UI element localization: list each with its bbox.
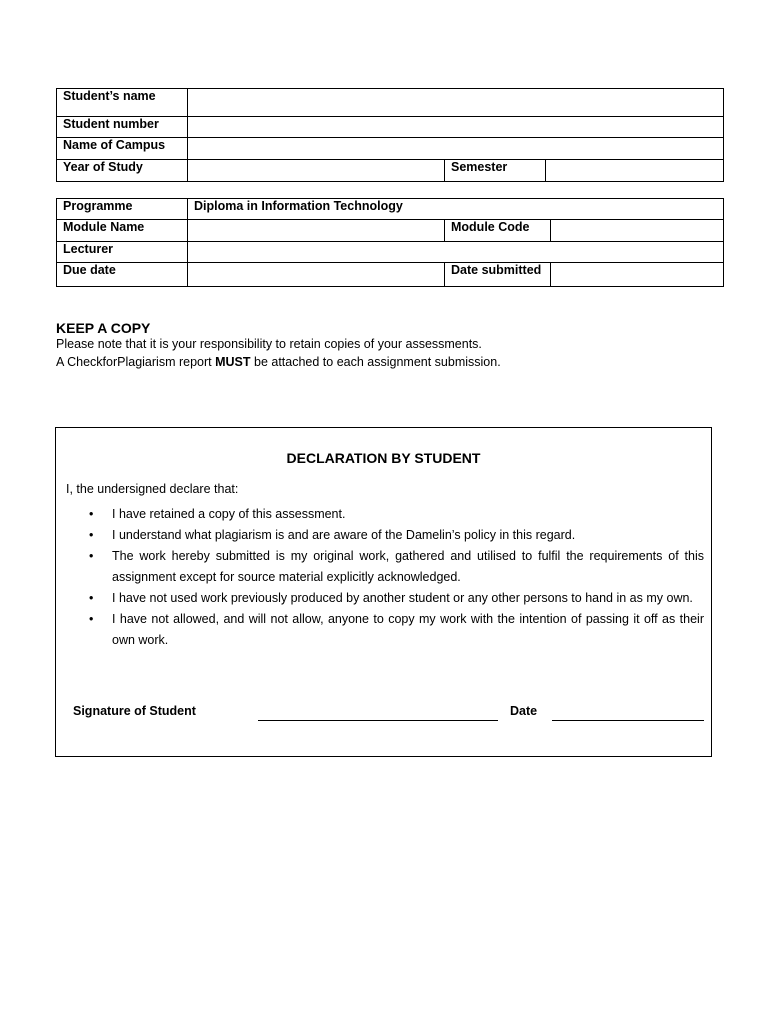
lecturer-label: Lecturer xyxy=(57,242,188,263)
date-label: Date xyxy=(510,704,538,718)
declaration-item-text: I have retained a copy of this assessment. xyxy=(112,507,346,521)
year-of-study-label: Year of Study xyxy=(57,160,188,182)
bullet-icon: • xyxy=(89,528,94,542)
declaration-title: DECLARATION BY STUDENT xyxy=(286,450,481,466)
must-emphasis: MUST xyxy=(215,355,251,369)
declaration-item xyxy=(84,504,704,525)
declaration-item xyxy=(84,525,704,546)
semester-field[interactable] xyxy=(546,160,724,182)
module-code-field[interactable] xyxy=(551,220,724,242)
declaration-item-text: I have not allowed, and will not allow, anyone to copy my work with the intention of passing it off as their own work. xyxy=(112,612,704,647)
plagiarism-report-note xyxy=(56,355,501,370)
signature-line[interactable] xyxy=(258,720,498,721)
module-name-field[interactable] xyxy=(188,220,445,242)
declaration-item-text: The work hereby submitted is my original work, gathered and utilised to fulfil the requirements of this assignment except for source material explicitly acknowledged. xyxy=(112,549,704,584)
due-date-label: Due date xyxy=(57,263,188,287)
semester-label: Semester xyxy=(445,160,546,182)
declaration-item xyxy=(84,588,704,609)
declaration-item xyxy=(84,546,704,588)
programme-label: Programme xyxy=(57,199,188,220)
date-submitted-field[interactable] xyxy=(551,263,724,287)
module-name-label: Module Name xyxy=(57,220,188,242)
module-details-table xyxy=(56,198,724,287)
student-number-field[interactable] xyxy=(188,117,724,138)
students-name-field[interactable] xyxy=(188,89,724,117)
campus-label: Name of Campus xyxy=(57,138,188,160)
declaration-item xyxy=(84,609,704,651)
declaration-item-text: I have not used work previously produced by another student or any other persons to hand in as my own. xyxy=(112,591,693,605)
students-name-label: Student’s name xyxy=(57,89,188,117)
declaration-list xyxy=(84,504,704,651)
student-number-label: Student number xyxy=(57,117,188,138)
student-details-table xyxy=(56,88,724,182)
module-code-label: Module Code xyxy=(445,220,551,242)
plagiarism-note-suffix: be attached to each assignment submission. xyxy=(250,355,501,369)
due-date-field[interactable] xyxy=(188,263,445,287)
keep-copy-note: Please note that it is your responsibility to retain copies of your assessments. xyxy=(56,337,482,351)
year-of-study-field[interactable] xyxy=(188,160,445,182)
date-line[interactable] xyxy=(552,720,704,721)
campus-field[interactable] xyxy=(188,138,724,160)
declaration-intro: I, the undersigned declare that: xyxy=(66,482,239,496)
declaration-item-text: I understand what plagiarism is and are aware of the Damelin’s policy in this regard. xyxy=(112,528,576,542)
bullet-icon: • xyxy=(89,591,94,605)
lecturer-field[interactable] xyxy=(188,242,724,263)
signature-label: Signature of Student xyxy=(73,704,196,718)
keep-a-copy-heading: KEEP A COPY xyxy=(56,320,151,336)
bullet-icon: • xyxy=(89,612,94,626)
programme-value: Diploma in Information Technology xyxy=(188,199,724,220)
bullet-icon: • xyxy=(89,507,94,521)
declaration-box xyxy=(55,427,712,757)
date-submitted-label: Date submitted xyxy=(445,263,551,287)
plagiarism-note-prefix: A CheckforPlagiarism report xyxy=(56,355,216,369)
bullet-icon: • xyxy=(89,549,94,563)
